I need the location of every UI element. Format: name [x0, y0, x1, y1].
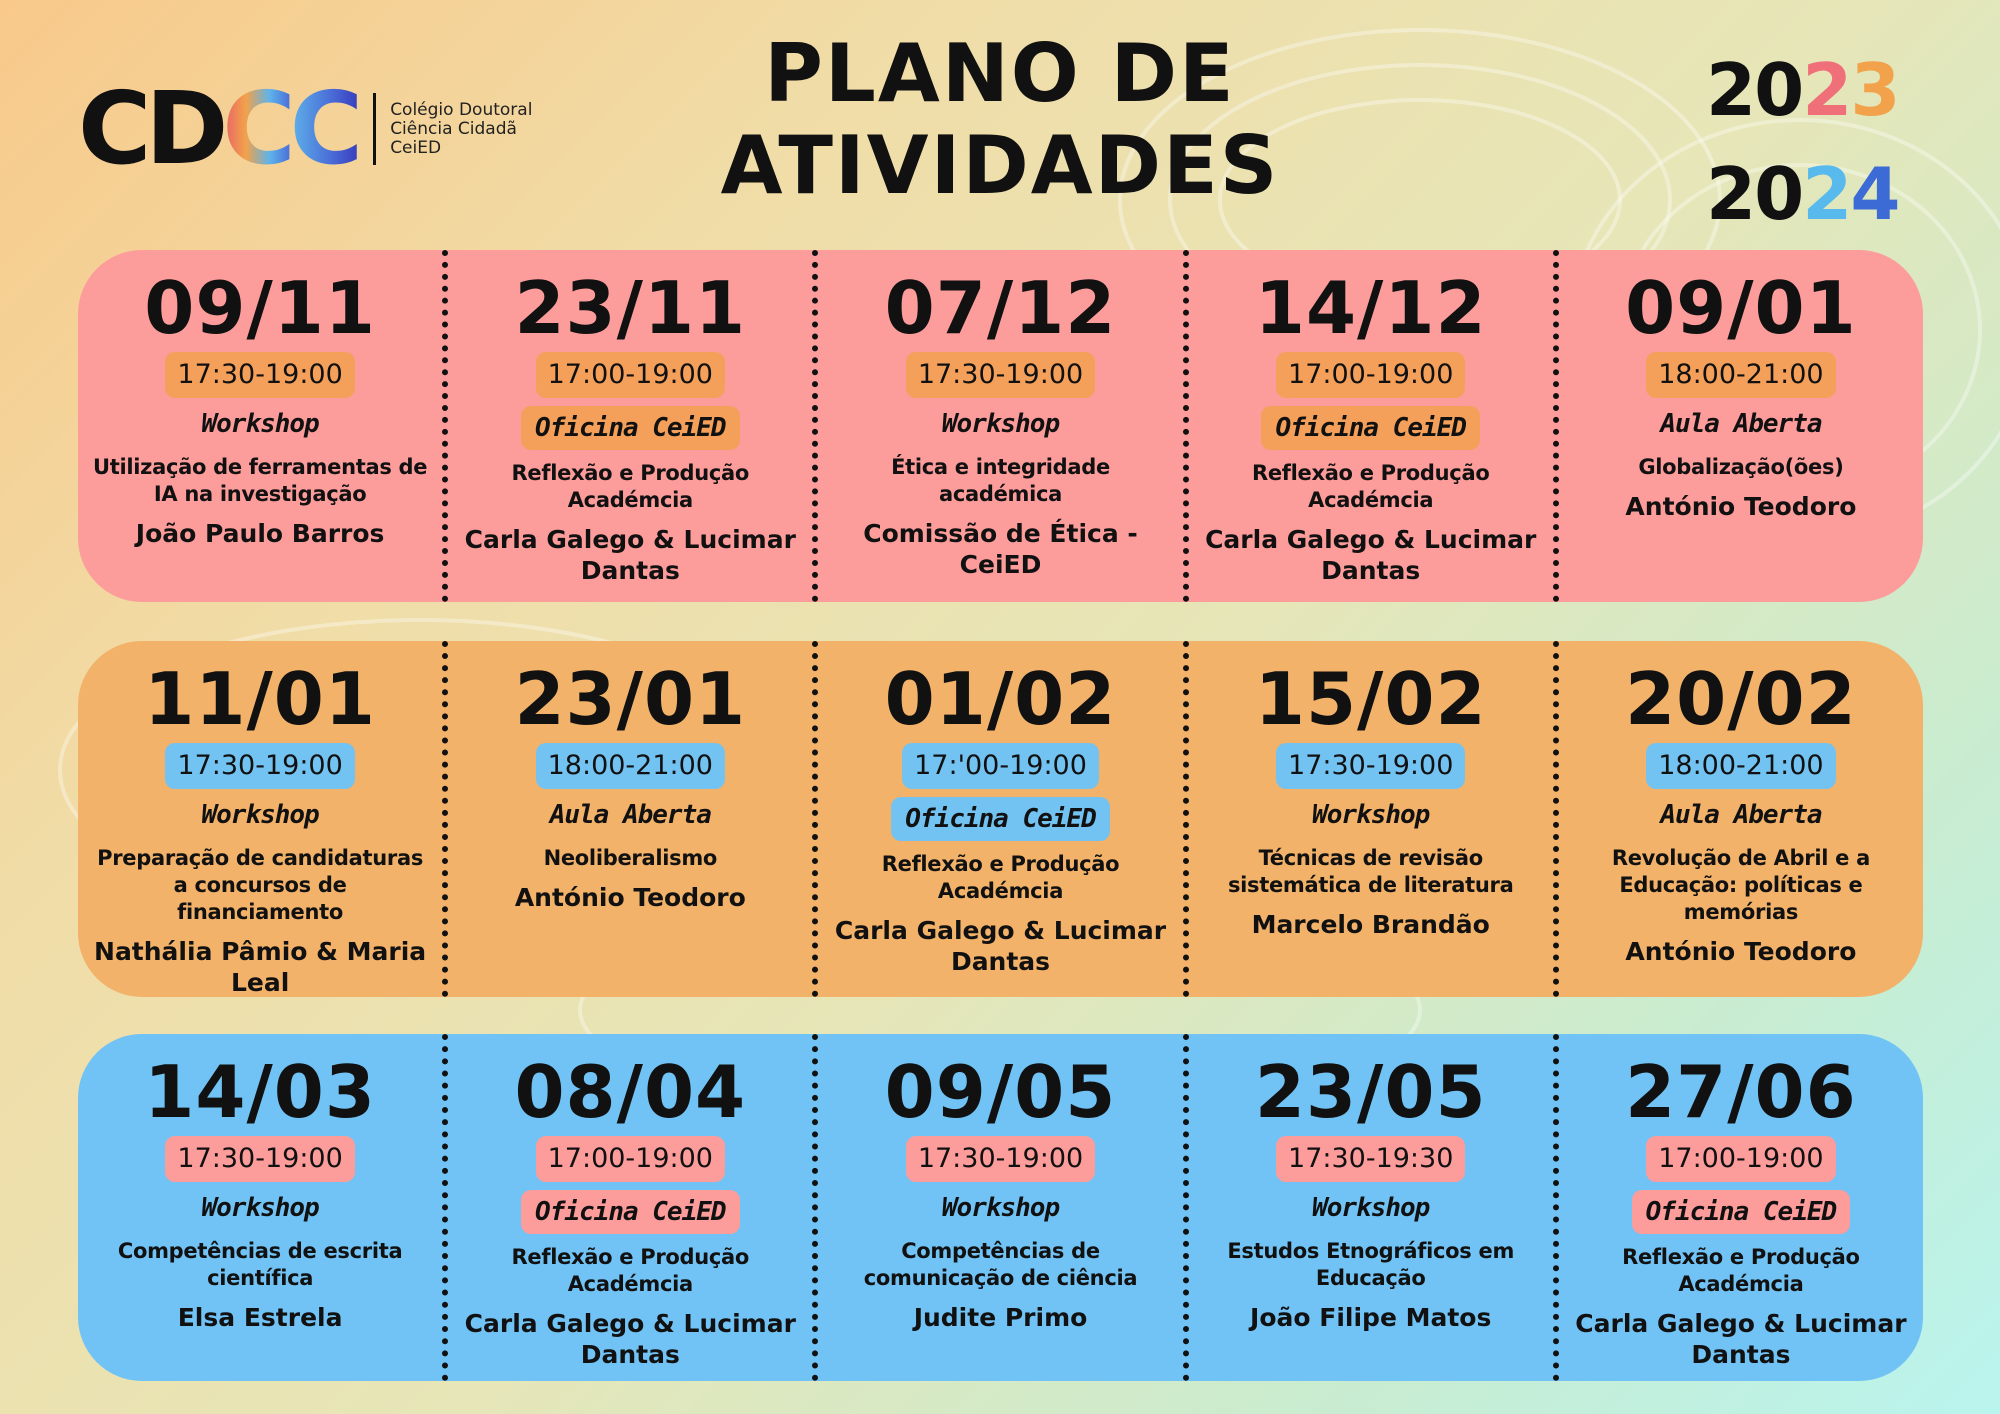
event-speaker: Nathália Pâmio & Maria Leal: [94, 937, 427, 997]
event-speaker: Comissão de Ética - CeiED: [863, 519, 1138, 579]
event-topic: Reflexão e Produção Académcia: [1251, 461, 1490, 512]
event-date: 09/01: [1625, 266, 1857, 350]
event-speaker: Carla Galego & Lucimar Dantas: [1575, 1309, 1907, 1369]
event-card: [1183, 1034, 1553, 1381]
year-prefix: 20: [1706, 48, 1803, 132]
year-prefix: 20: [1706, 152, 1803, 236]
year-digit: 4: [1850, 152, 1899, 236]
event-card: [78, 250, 442, 602]
event-speaker: António Teodoro: [1625, 492, 1857, 521]
event-type: Aula Aberta: [549, 800, 711, 830]
event-date: 14/12: [1254, 266, 1487, 350]
event-date: 09/05: [884, 1050, 1117, 1134]
event-topic: Reflexão e Produção Académcia: [881, 852, 1120, 903]
year-digit: 2: [1802, 152, 1851, 236]
event-date: 08/04: [514, 1050, 747, 1134]
event-date: 01/02: [884, 657, 1117, 741]
event-topic: Reflexão e Produção Académcia: [1622, 1245, 1860, 1296]
event-topic: Utilização de ferramentas de IA na investigação: [92, 455, 428, 506]
event-type: Workshop: [941, 409, 1060, 439]
event-card: [812, 250, 1182, 602]
event-type: Workshop: [1312, 1193, 1430, 1223]
event-topic: Revolução de Abril e a Educação: políticas e memórias: [1611, 846, 1870, 924]
event-card: [442, 250, 812, 602]
event-speaker: Carla Galego & Lucimar Dantas: [464, 525, 796, 585]
years-block: [1706, 38, 1898, 246]
event-speaker: João Paulo Barros: [135, 519, 385, 548]
event-date: 11/01: [144, 657, 376, 741]
event-date: 14/03: [144, 1050, 376, 1134]
event-type: Workshop: [941, 1193, 1060, 1223]
event-time-badge: 18:00-21:00: [1646, 743, 1835, 789]
year-2024: [1706, 142, 1898, 246]
event-time-badge: 17:00-19:00: [536, 352, 725, 398]
event-type: Workshop: [201, 800, 319, 830]
event-card: [1183, 250, 1553, 602]
event-date: 23/11: [514, 266, 747, 350]
event-topic: Técnicas de revisão sistemática de literatura: [1227, 846, 1514, 897]
event-speaker: Carla Galego & Lucimar Dantas: [834, 916, 1167, 976]
event-speaker: Carla Galego & Lucimar Dantas: [464, 1309, 796, 1369]
event-type: Workshop: [201, 1193, 319, 1223]
logo-text: [390, 101, 532, 158]
year-digit: 2: [1802, 48, 1851, 132]
event-topic: Competências de escrita científica: [117, 1239, 403, 1290]
event-card: [78, 641, 442, 997]
event-date: 27/06: [1625, 1050, 1857, 1134]
event-time-badge: 17:'00-19:00: [902, 743, 1099, 789]
event-speaker: João Filipe Matos: [1250, 1303, 1492, 1332]
logo-letter-c-colored-2: C: [289, 70, 358, 187]
schedule-row-1: [78, 250, 1923, 602]
logo-letter-d: D: [145, 70, 223, 187]
event-topic: Estudos Etnográficos em Educação: [1227, 1239, 1515, 1290]
event-time-badge: 17:30-19:00: [165, 352, 354, 398]
event-card: [1183, 641, 1553, 997]
event-topic: Preparação de candidaturas a concursos de financiamento: [97, 846, 424, 924]
event-date: 07/12: [884, 266, 1117, 350]
event-time-badge: 17:30-19:00: [906, 352, 1095, 398]
logo-text-line: CeiED: [390, 137, 442, 158]
logo-mark: [78, 70, 358, 187]
event-type: Oficina CeiED: [891, 797, 1110, 841]
event-topic: Reflexão e Produção Académcia: [511, 1245, 750, 1296]
event-type: Oficina CeiED: [1261, 406, 1480, 450]
event-date: 23/05: [1254, 1050, 1487, 1134]
event-type: Oficina CeiED: [521, 1190, 740, 1234]
event-card: [442, 641, 812, 997]
event-card: [1553, 1034, 1923, 1381]
event-time-badge: 17:30-19:00: [1276, 743, 1465, 789]
page-title: [700, 28, 1300, 212]
year-2023: [1706, 38, 1898, 142]
event-speaker: Carla Galego & Lucimar Dantas: [1205, 525, 1537, 585]
schedule-row-3: [78, 1034, 1923, 1381]
year-digit: 3: [1850, 48, 1899, 132]
event-card: [812, 641, 1182, 997]
event-speaker: António Teodoro: [514, 883, 746, 912]
event-speaker: António Teodoro: [1625, 937, 1857, 966]
event-type: Aula Aberta: [1660, 800, 1822, 830]
event-topic: Reflexão e Produção Académcia: [511, 461, 750, 512]
schedule-row-2: [78, 641, 1923, 997]
event-time-badge: 17:00-19:00: [1276, 352, 1465, 398]
logo-text-line: Ciência Cidadã: [390, 118, 517, 139]
event-type: Oficina CeiED: [521, 406, 740, 450]
event-topic: Neoliberalismo: [543, 846, 718, 870]
event-time-badge: 17:30-19:30: [1276, 1136, 1465, 1182]
event-topic: Globalização(ões): [1638, 455, 1844, 479]
event-date: 23/01: [514, 657, 747, 741]
logo-divider: [373, 93, 376, 165]
event-type: Workshop: [1312, 800, 1430, 830]
event-card: [1553, 641, 1923, 997]
event-type: Aula Aberta: [1660, 409, 1822, 439]
event-date: 09/11: [144, 266, 376, 350]
title-line-1: PLANO DE: [764, 27, 1236, 120]
event-date: 20/02: [1625, 657, 1857, 741]
event-time-badge: 17:00-19:00: [1646, 1136, 1835, 1182]
event-time-badge: 17:00-19:00: [536, 1136, 725, 1182]
title-line-2: ATIVIDADES: [720, 119, 1280, 212]
event-topic: Competências de comunicação de ciência: [863, 1239, 1138, 1290]
event-card: [442, 1034, 812, 1381]
event-speaker: Judite Primo: [913, 1303, 1088, 1332]
event-time-badge: 18:00-21:00: [1646, 352, 1835, 398]
event-date: 15/02: [1254, 657, 1487, 741]
event-topic: Ética e integridade académica: [891, 455, 1110, 506]
logo-text-line: Colégio Doutoral: [390, 99, 533, 120]
event-card: [812, 1034, 1182, 1381]
event-time-badge: 17:30-19:00: [906, 1136, 1095, 1182]
cdcc-logo: [78, 70, 533, 187]
event-speaker: Elsa Estrela: [177, 1303, 343, 1332]
event-time-badge: 17:30-19:00: [165, 743, 354, 789]
event-card: [1553, 250, 1923, 602]
event-card: [78, 1034, 442, 1381]
logo-letter-c: C: [78, 70, 146, 187]
logo-letter-c-colored: C: [222, 70, 290, 187]
event-time-badge: 18:00-21:00: [536, 743, 725, 789]
event-type: Oficina CeiED: [1632, 1190, 1851, 1234]
event-speaker: Marcelo Brandão: [1251, 910, 1490, 939]
event-type: Workshop: [201, 409, 319, 439]
event-time-badge: 17:30-19:00: [165, 1136, 354, 1182]
